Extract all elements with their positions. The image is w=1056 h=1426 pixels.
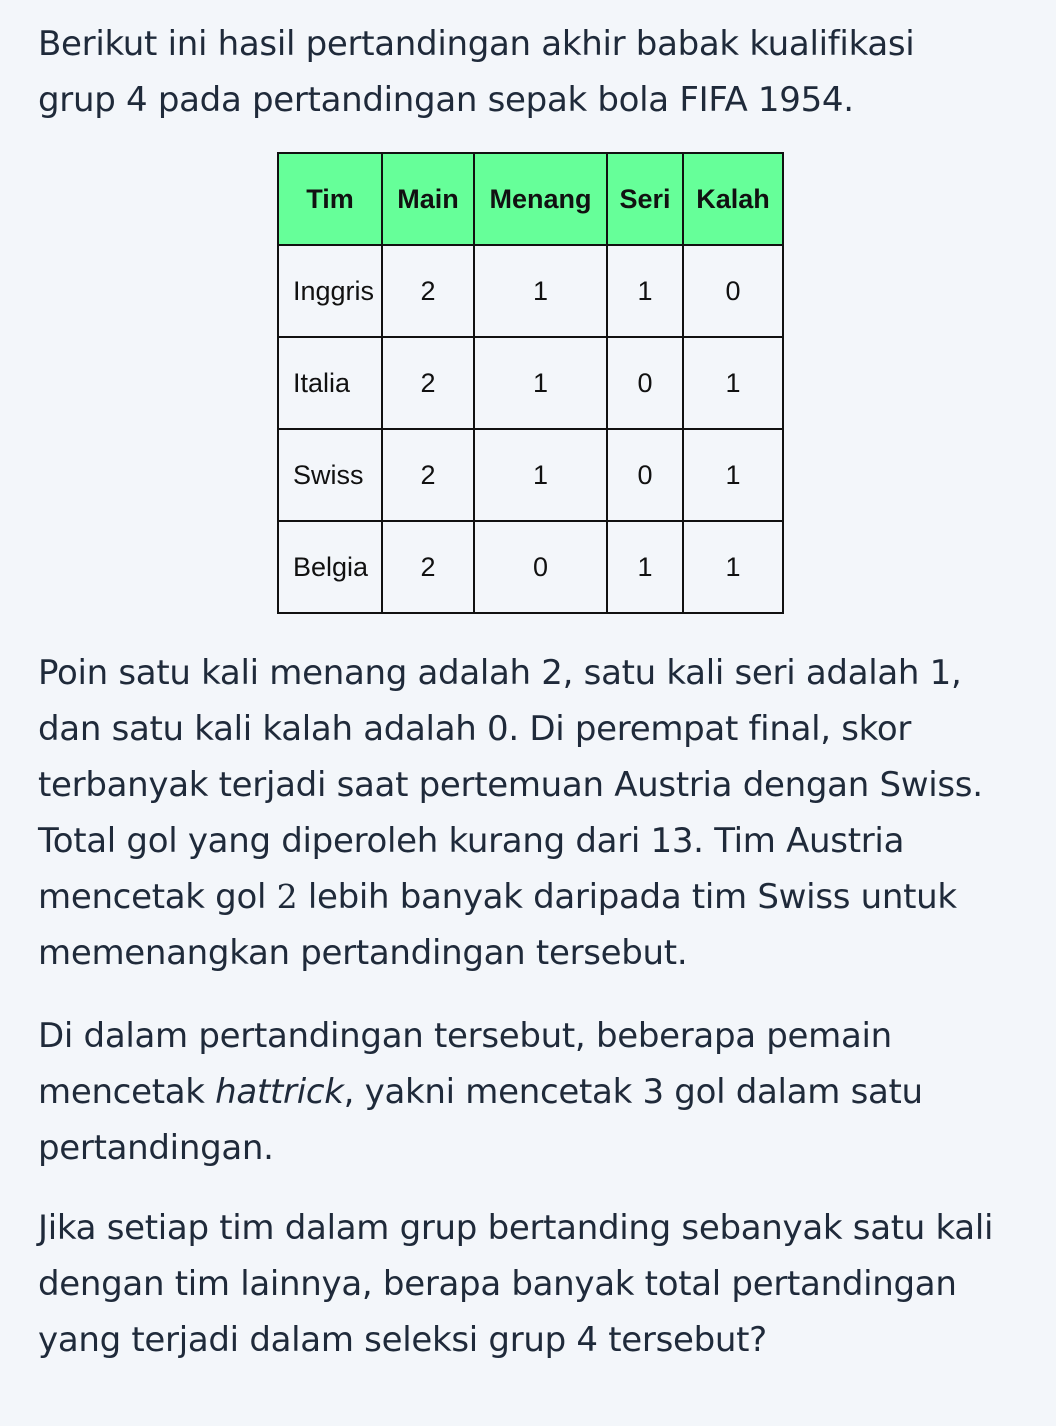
hattrick-paragraph xyxy=(38,1008,1048,1176)
points-line-3: terbanyak terjadi saat pertemuan Austria dengan Swiss. xyxy=(38,765,983,805)
hattrick-line-2-pre: mencetak xyxy=(38,1072,216,1112)
won-cell: 0 xyxy=(474,521,607,613)
table-row xyxy=(278,521,783,613)
won-cell: 1 xyxy=(474,245,607,337)
draw-cell: 0 xyxy=(607,337,683,429)
points-line-1: Poin satu kali menang adalah 2, satu kali seri adalah 1, xyxy=(38,653,962,693)
hattrick-line-2-post: , yakni mencetak 3 gol dalam satu xyxy=(343,1072,923,1112)
header-kalah: Kalah xyxy=(683,153,783,245)
question-line-3: yang terjadi dalam seleksi grup 4 tersebut? xyxy=(38,1320,767,1360)
group-4-results-table xyxy=(277,152,784,614)
points-line-5-pre: mencetak gol xyxy=(38,877,277,917)
intro-paragraph xyxy=(38,16,1048,128)
question-line-1: Jika setiap tim dalam grup bertanding sebanyak satu kali xyxy=(38,1208,994,1248)
team-cell: Inggris xyxy=(278,245,382,337)
table-row xyxy=(278,429,783,521)
points-line-5-post: lebih banyak daripada tim Swiss untuk xyxy=(297,877,957,917)
table-row xyxy=(278,245,783,337)
played-cell: 2 xyxy=(382,337,474,429)
intro-line-2: grup 4 pada pertandingan sepak bola FIFA 1954. xyxy=(38,80,854,120)
won-cell: 1 xyxy=(474,429,607,521)
draw-cell: 0 xyxy=(607,429,683,521)
header-seri: Seri xyxy=(607,153,683,245)
played-cell: 2 xyxy=(382,429,474,521)
table-header-row xyxy=(278,153,783,245)
played-cell: 2 xyxy=(382,245,474,337)
draw-cell: 1 xyxy=(607,245,683,337)
lost-cell: 1 xyxy=(683,429,783,521)
intro-line-1: Berikut ini hasil pertandingan akhir babak kualifikasi xyxy=(38,24,915,64)
team-cell: Swiss xyxy=(278,429,382,521)
header-menang: Menang xyxy=(474,153,607,245)
points-line-2: dan satu kali kalah adalah 0. Di perempat final, skor xyxy=(38,709,912,749)
lost-cell: 1 xyxy=(683,337,783,429)
question-paragraph xyxy=(38,1200,1048,1368)
points-paragraph xyxy=(38,645,1048,981)
hattrick-line-1: Di dalam pertandingan tersebut, beberapa pemain xyxy=(38,1016,892,1056)
points-line-6: memenangkan pertandingan tersebut. xyxy=(38,933,688,973)
hattrick-term: hattrick xyxy=(215,1072,344,1112)
won-cell: 1 xyxy=(474,337,607,429)
played-cell: 2 xyxy=(382,521,474,613)
lost-cell: 0 xyxy=(683,245,783,337)
draw-cell: 1 xyxy=(607,521,683,613)
team-cell: Italia xyxy=(278,337,382,429)
table-row xyxy=(278,337,783,429)
team-cell: Belgia xyxy=(278,521,382,613)
hattrick-line-3: pertandingan. xyxy=(38,1128,274,1168)
header-main: Main xyxy=(382,153,474,245)
lost-cell: 1 xyxy=(683,521,783,613)
question-line-2: dengan tim lainnya, berapa banyak total pertandingan xyxy=(38,1264,957,1304)
points-line-4: Total gol yang diperoleh kurang dari 13. Tim Austria xyxy=(38,821,905,861)
goal-difference-number: 2 xyxy=(276,877,298,916)
header-tim: Tim xyxy=(278,153,382,245)
